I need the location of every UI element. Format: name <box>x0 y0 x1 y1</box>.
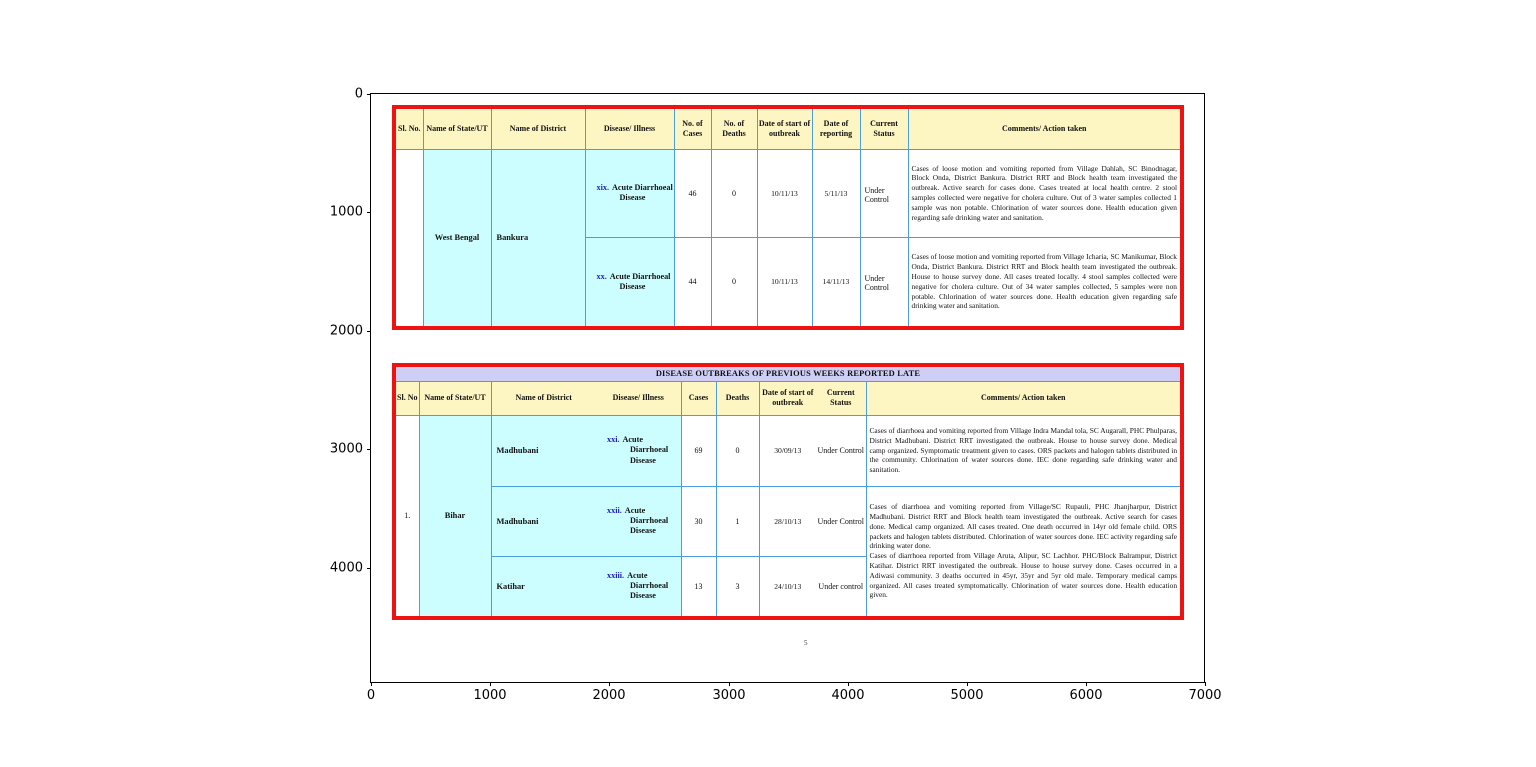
cell-start-date: 24/10/13 <box>759 556 816 616</box>
col-header-comments: Comments/ Action taken <box>908 109 1180 149</box>
col-header-district: Name of District <box>491 381 596 415</box>
cell-deaths: 0 <box>716 415 759 486</box>
cell-sl-no <box>396 149 423 326</box>
disease-index: xxiii. <box>607 570 625 580</box>
y-tick <box>367 94 371 95</box>
col-header-comments: Comments/ Action taken <box>866 381 1180 415</box>
col-header-deaths: No. of Deaths <box>711 109 757 149</box>
x-tick <box>609 682 610 686</box>
x-tick-label: 2000 <box>592 688 626 703</box>
cell-district: Bankura <box>491 149 585 326</box>
disease-name: Acute Diarrhoeal Disease <box>612 182 673 202</box>
cell-district: Katihar <box>491 556 596 616</box>
col-header-disease: Disease/ Illness <box>596 381 681 415</box>
cell-disease <box>596 556 681 616</box>
x-tick-label: 1000 <box>473 688 507 703</box>
cell-comments-merged <box>866 486 1180 616</box>
cell-deaths: 1 <box>716 486 759 556</box>
disease-name: Acute Diarrhoeal Disease <box>622 435 669 465</box>
x-tick-label: 7000 <box>1188 688 1222 703</box>
table2-header-row <box>396 381 1180 415</box>
x-tick <box>848 682 849 686</box>
cell-sl-no: 1. <box>396 415 419 616</box>
cell-comments: Cases of diarrhoea and vomiting reported from Village Indra Mandal tola, SC Augarall, PHC Phulparas, District Madhubani. District RRT investigated the outbreak. House to house survey done. Medical camp organized. Symptomatic treatment given to cases. ORS packets and halogen tablets distributed in the community. Chlorination of water sources done. IEC done regarding safe drinking water and sanitation. <box>866 415 1180 486</box>
cell-status: Under Control <box>816 415 866 486</box>
y-tick-label: 1000 <box>329 204 363 220</box>
table1-header-row <box>396 109 1180 149</box>
y-tick-label: 3000 <box>329 441 363 457</box>
plot-axes <box>329 86 1222 703</box>
table-row <box>396 415 1180 486</box>
disease-index: xxi. <box>607 435 620 445</box>
x-tick <box>490 682 491 686</box>
comment-paragraph: Cases of diarrhoea and vomiting reported from Village/SC Rupauli, PHC Jhanjharpur, District Madhubani. District RRT and Block health team investigated the outbreak. Active search for cases done. Medical camp organized. All cases treated. One death occurred in 14yr old female child. ORS packets and halogen tablets distributed. Chlorination of water sources done. IEC activity regarding safe drinking water done. <box>869 502 1178 551</box>
x-tick <box>729 682 730 686</box>
cell-status: Under Control <box>860 149 908 237</box>
cell-start-date: 10/11/13 <box>757 149 812 237</box>
cell-state: West Bengal <box>423 149 491 326</box>
y-tick <box>367 331 371 332</box>
col-header-start-date: Date of start of outbreak <box>759 381 816 415</box>
cell-status: Under Control <box>816 486 866 556</box>
y-tick <box>367 212 371 213</box>
outbreak-table-current <box>392 105 1184 330</box>
table2-title-row <box>396 367 1180 381</box>
y-tick <box>367 449 371 450</box>
x-tick <box>1205 682 1206 686</box>
disease-index: xx. <box>596 271 607 281</box>
cell-status: Under control <box>816 556 866 616</box>
col-header-status: Current Status <box>816 381 866 415</box>
cell-state: Bihar <box>419 415 491 616</box>
x-tick <box>967 682 968 686</box>
table-row <box>396 149 1180 237</box>
cell-status: Under Control <box>860 237 908 326</box>
col-header-disease: Disease/ Illness <box>585 109 674 149</box>
disease-index: xxii. <box>607 505 622 515</box>
cell-start-date: 30/09/13 <box>759 415 816 486</box>
cell-disease <box>596 415 681 486</box>
disease-name: Acute Diarrhoeal Disease <box>609 271 671 291</box>
x-tick-label: 4000 <box>831 688 865 703</box>
col-header-state: Name of State/UT <box>423 109 491 149</box>
cell-cases: 44 <box>674 237 711 326</box>
y-tick-label: 2000 <box>329 323 363 339</box>
cell-deaths: 0 <box>711 237 757 326</box>
col-header-deaths: Deaths <box>716 381 759 415</box>
outbreak-table-previous-weeks <box>392 363 1184 620</box>
col-header-cases: Cases <box>681 381 716 415</box>
cell-reporting-date: 5/11/13 <box>812 149 860 237</box>
disease-name: Acute Diarrhoeal Disease <box>627 570 669 601</box>
cell-deaths: 3 <box>716 556 759 616</box>
cell-disease <box>585 149 674 237</box>
col-header-start-date: Date of start of outbreak <box>757 109 812 149</box>
disease-index: xix. <box>596 182 610 192</box>
cell-comments: Cases of loose motion and vomiting reported from Village Dahlah, SC Binodnagar, Block Onda, District Bankura. District RRT and Block health team investigated the outbreak. Active search for cases done. Cases treated at local health centre. 2 stool samples collected were negative for cholera culture. Out of 3 water samples collected 1 sample was non potable. Chlorination of water sources done. Health education given regarding safe drinking water and sanitation. <box>908 149 1180 237</box>
x-tick-label: 5000 <box>950 688 984 703</box>
cell-disease <box>596 486 681 556</box>
col-header-sl-no: Sl. No. <box>396 109 423 149</box>
x-tick-label: 0 <box>366 688 376 703</box>
cell-district: Madhubani <box>491 486 596 556</box>
x-tick-label: 6000 <box>1069 688 1103 703</box>
disease-name: Acute Diarrhoeal Disease <box>624 505 669 536</box>
document-page-number: 5 <box>804 639 808 647</box>
x-tick-label: 3000 <box>712 688 746 703</box>
cell-reporting-date: 14/11/13 <box>812 237 860 326</box>
col-header-state: Name of State/UT <box>419 381 491 415</box>
cell-district: Madhubani <box>491 415 596 486</box>
cell-start-date: 28/10/13 <box>759 486 816 556</box>
comment-paragraph: Cases of diarrhoea reported from Village Aruta, Alipur, SC Lachhor. PHC/Block Balrampur, District Katihar. District RRT investigated the outbreak. House to house survey done. Cases occurred in a Adiwasi community. 3 deaths occurred in 45yr, 35yr and 5yr old male. Temporary medical camps organized. All cases treated symptomatically. Chlorination of water sources done. Health education given. <box>869 551 1178 600</box>
cell-start-date: 10/11/13 <box>757 237 812 326</box>
x-tick <box>1086 682 1087 686</box>
x-tick <box>371 682 372 686</box>
cell-cases: 69 <box>681 415 716 486</box>
col-header-sl-no: Sl. No <box>396 381 419 415</box>
col-header-district: Name of District <box>491 109 585 149</box>
cell-disease <box>585 237 674 326</box>
col-header-cases: No. of Cases <box>674 109 711 149</box>
table-row <box>396 486 1180 556</box>
cell-cases: 13 <box>681 556 716 616</box>
cell-comments: Cases of loose motion and vomiting reported from Village Icharia, SC Manikumar, Block Onda, District Bankura. District RRT and Block health team investigated the outbreak. House to house survey done. All cases treated locally. 4 stool samples collected were negative for cholera culture. Out of 34 water samples collected, 5 samples were non potable. Chlorination of water sources done. Health education given regarding safe drinking water and sanitation. <box>908 237 1180 326</box>
y-tick-label: 0 <box>354 86 363 102</box>
cell-cases: 46 <box>674 149 711 237</box>
col-header-reporting-date: Date of reporting <box>812 109 860 149</box>
y-tick-label: 4000 <box>329 560 363 576</box>
table2-title: DISEASE OUTBREAKS OF PREVIOUS WEEKS REPORTED LATE <box>396 367 1180 381</box>
col-header-status: Current Status <box>860 109 908 149</box>
cell-deaths: 0 <box>711 149 757 237</box>
cell-cases: 30 <box>681 486 716 556</box>
y-tick <box>367 568 371 569</box>
